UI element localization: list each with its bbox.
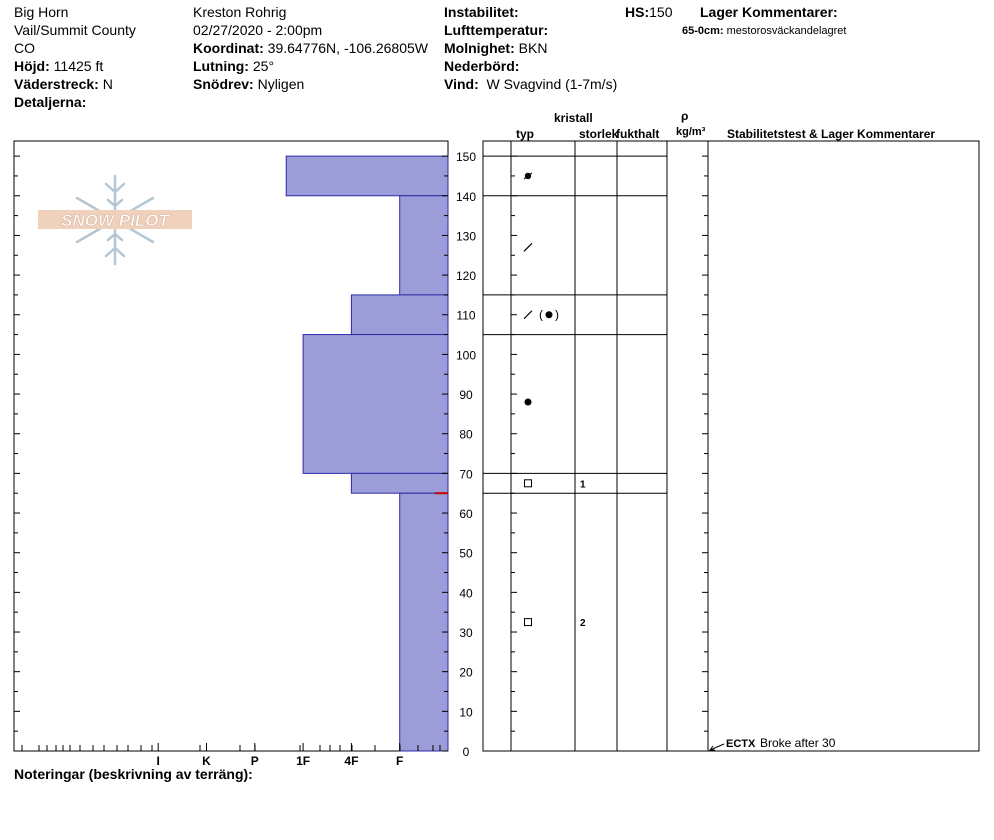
hardness-label: I xyxy=(156,754,160,768)
rho-header: ρ xyxy=(681,109,689,123)
faceted-crystals-icon xyxy=(525,480,532,487)
depth-label: 120 xyxy=(455,269,477,284)
hardness-bar xyxy=(351,295,448,335)
elevation-value: 11425 ft xyxy=(53,58,104,74)
grain-size: 2 xyxy=(580,618,586,630)
rounded-grains-icon xyxy=(525,398,532,405)
hardness-bar xyxy=(286,156,448,196)
notes-label: Noteringar (beskrivning av terräng): xyxy=(14,766,253,782)
depth-label: 20 xyxy=(459,665,473,680)
density-header: kg/m³ xyxy=(676,126,706,138)
depth-label: 130 xyxy=(455,229,477,244)
type-header: typ xyxy=(516,127,534,141)
coord-value: 39.64776N, -106.26805W xyxy=(267,40,428,56)
observer: Kreston Rohrig xyxy=(193,4,287,20)
stability-header: Stabilitetstest & Lager Kommentarer xyxy=(727,127,936,141)
annotations xyxy=(435,493,836,750)
size-header: storlek xyxy=(579,127,619,141)
hardness-bar xyxy=(400,493,448,751)
depth-label: 90 xyxy=(459,388,473,403)
depth-label: 70 xyxy=(459,467,473,482)
hardness-label: F xyxy=(396,754,404,768)
coord-label: Koordinat: xyxy=(193,40,264,56)
sky-label: Molnighet: xyxy=(444,40,515,56)
depth-label: 110 xyxy=(456,308,476,323)
drift-label: Snödrev: xyxy=(193,76,254,92)
aspect-label: Väderstreck: xyxy=(14,76,99,92)
location-name: Big Horn xyxy=(14,4,69,20)
rounded-grains-icon xyxy=(546,311,553,318)
layer-comment-text: mestorosväckandelagret xyxy=(726,25,847,37)
instability-label: Instabilitet: xyxy=(444,4,519,20)
test-result: Broke after 30 xyxy=(760,736,836,750)
precip-label: Nederbörd: xyxy=(444,58,520,74)
sky-value: BKN xyxy=(518,40,548,56)
depth-label: 60 xyxy=(459,507,473,522)
faceted-crystals-icon xyxy=(525,619,532,626)
hardness-bar xyxy=(303,335,448,474)
region: Vail/Summit County xyxy=(14,22,136,38)
layer-comment-depth: 65-0cm: xyxy=(682,25,724,37)
hardness-label: P xyxy=(250,754,259,768)
depth-label: 80 xyxy=(459,427,473,442)
hardness-label: 1F xyxy=(296,754,311,768)
aspect-value: N xyxy=(102,76,113,92)
snowpilot-logo xyxy=(38,176,192,264)
grain-symbols xyxy=(524,173,586,629)
precipitation-particles-icon xyxy=(524,243,532,251)
state: CO xyxy=(14,40,35,56)
paren-open: ( xyxy=(539,307,543,322)
hardness-label: K xyxy=(202,754,211,768)
logo-text: SNOW PILOT xyxy=(61,211,169,230)
hardness-label: 4F xyxy=(344,754,359,768)
depth-label: 0 xyxy=(462,745,470,759)
hs-label: HS: xyxy=(625,4,650,20)
precipitation-particles-icon xyxy=(524,311,532,319)
elevation-label: Höjd: xyxy=(14,58,50,74)
paren-close: ) xyxy=(555,307,559,322)
depth-label: 150 xyxy=(455,150,477,165)
depth-label: 30 xyxy=(459,626,473,641)
test-name: ECTX xyxy=(726,738,756,750)
hardness-bars xyxy=(286,156,448,751)
hs-value: 150 xyxy=(649,4,673,20)
grain-size: 1 xyxy=(580,479,586,491)
layer-table-frame xyxy=(483,141,979,751)
hardness-bar xyxy=(351,473,448,493)
depth-label: 100 xyxy=(455,348,477,363)
datetime: 02/27/2020 - 2:00pm xyxy=(193,22,323,38)
wind-label: Vind: xyxy=(444,76,479,92)
slope-label: Lutning: xyxy=(193,58,249,74)
crystal-header: kristall xyxy=(554,111,593,125)
depth-label: 10 xyxy=(459,705,473,720)
depth-label: 50 xyxy=(459,546,473,561)
hardness-bar xyxy=(400,196,448,295)
details-label: Detaljerna: xyxy=(14,94,87,110)
layer-comments-label: Lager Kommentarer: xyxy=(700,4,838,20)
depth-label: 140 xyxy=(455,189,477,204)
wind-value: W Svagvind (1-7m/s) xyxy=(486,76,618,92)
drift-value: Nyligen xyxy=(257,76,305,92)
slope-value: 25° xyxy=(252,58,275,74)
air-temp-label: Lufttemperatur: xyxy=(444,22,549,38)
moisture-header: fukthalt xyxy=(616,127,660,141)
depth-label: 40 xyxy=(459,586,473,601)
